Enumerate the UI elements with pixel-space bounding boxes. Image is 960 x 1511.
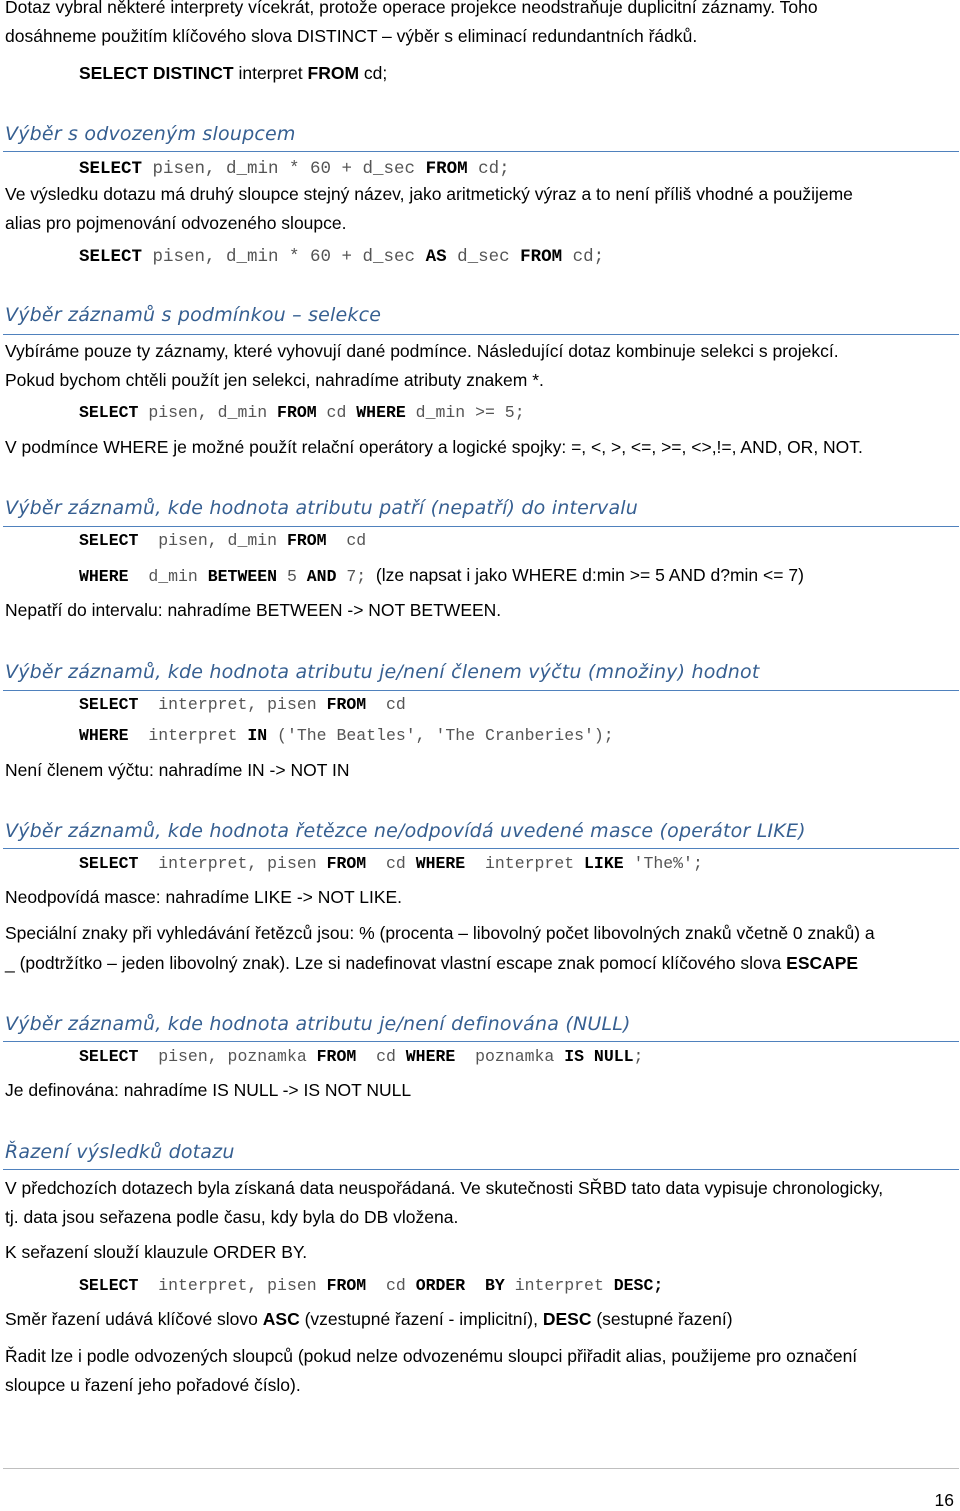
- alias-query: SELECT pisen, d_min * 60 + d_sec AS d_sec FROM cd;: [79, 247, 605, 267]
- selection-query: SELECT pisen, d_min FROM cd WHERE d_min >= 5;: [79, 403, 525, 422]
- paragraph: Speciální znaky při vyhledávání řetězců jsou: % (procenta – libovolný počet libovolných znaků včetně 0 znaků) a: [5, 923, 875, 943]
- order-query: SELECT interpret, pisen FROM cd ORDER BY interpret DESC;: [79, 1276, 664, 1295]
- heading-derived-column: Výběr s odvozeným sloupcem: [5, 123, 296, 145]
- heading-in-list: Výběr záznamů, kde hodnota atributu je/není členem výčtu (množiny) hodnot: [5, 661, 760, 683]
- paragraph: Řadit lze i podle odvozených sloupců (pokud nelze odvozenému sloupci přiřadit alias, použijeme pro označení: [5, 1346, 858, 1366]
- heading-rule: [3, 1169, 959, 1170]
- heading-interval: Výběr záznamů, kde hodnota atributu patří (nepatří) do intervalu: [5, 497, 639, 519]
- heading-null: Výběr záznamů, kde hodnota atributu je/není definována (NULL): [5, 1013, 631, 1035]
- intro-line-2: dosáhneme použitím klíčového slova DISTINCT – výběr s eliminací redundantních řádků.: [5, 26, 698, 46]
- paragraph: Směr řazení udává klíčové slovo ASC (vzestupné řazení - implicitní), DESC (sestupné řazení): [5, 1309, 733, 1329]
- paragraph: K seřazení slouží klauzule ORDER BY.: [5, 1242, 308, 1262]
- derived-column-query: SELECT pisen, d_min * 60 + d_sec FROM cd;: [79, 159, 510, 179]
- heading-rule: [3, 526, 959, 527]
- interval-query-line-2: WHERE d_min BETWEEN 5 AND 7; (lze napsat i jako WHERE d:min >= 5 AND d?min <= 7): [79, 565, 804, 586]
- page-number: 16: [934, 1490, 954, 1510]
- paragraph: Ve výsledku dotazu má druhý sloupce stejný název, jako aritmetický výraz a to není příliš vhodné a použijeme: [5, 184, 853, 204]
- distinct-query: SELECT DISTINCT interpret FROM cd;: [79, 63, 388, 83]
- null-query: SELECT pisen, poznamka FROM cd WHERE poznamka IS NULL;: [79, 1047, 644, 1066]
- interval-query-line-1: SELECT pisen, d_min FROM cd: [79, 531, 367, 550]
- paragraph: tj. data jsou seřazena podle času, kdy byla do DB vložena.: [5, 1207, 459, 1227]
- intro-line-1: Dotaz vybral některé interprety vícekrát, protože operace projekce neodstraňuje duplicitní záznamy. Toho: [5, 0, 818, 17]
- paragraph: V podmínce WHERE je možné použít relační operátory a logické spojky: =, <, >, <=, >=, <>,!=, AND, OR, NOT.: [5, 437, 863, 457]
- paragraph: Neodpovídá masce: nahradíme LIKE -> NOT LIKE.: [5, 887, 403, 907]
- paragraph: Je definována: nahradíme IS NULL -> IS NOT NULL: [5, 1080, 412, 1100]
- heading-rule: [3, 1041, 959, 1042]
- paragraph: alias pro pojmenování odvozeného sloupce.: [5, 213, 347, 233]
- heading-rule: [3, 848, 959, 849]
- paragraph: Pokud bychom chtěli použít jen selekci, nahradíme atributy znakem *.: [5, 370, 544, 390]
- like-query: SELECT interpret, pisen FROM cd WHERE interpret LIKE 'The%';: [79, 854, 703, 873]
- in-query-line-2: WHERE interpret IN ('The Beatles', 'The Cranberies');: [79, 726, 614, 745]
- heading-rule: [3, 334, 959, 335]
- heading-order: Řazení výsledků dotazu: [5, 1141, 235, 1163]
- footer-rule: [3, 1468, 959, 1469]
- in-query-line-1: SELECT interpret, pisen FROM cd: [79, 695, 406, 714]
- paragraph: Vybíráme pouze ty záznamy, které vyhovují dané podmínce. Následující dotaz kombinuje selekci s projekcí.: [5, 341, 839, 361]
- heading-rule: [3, 151, 959, 152]
- heading-rule: [3, 690, 959, 691]
- paragraph: Nepatří do intervalu: nahradíme BETWEEN -> NOT BETWEEN.: [5, 600, 502, 620]
- heading-like: Výběr záznamů, kde hodnota řetězce ne/odpovídá uvedené masce (operátor LIKE): [5, 820, 806, 842]
- paragraph: _ (podtržítko – jeden libovolný znak). Lze si nadefinovat vlastní escape znak pomocí klíčového slova ESCAPE: [5, 953, 859, 973]
- paragraph: Není členem výčtu: nahradíme IN -> NOT IN: [5, 760, 350, 780]
- heading-selection: Výběr záznamů s podmínkou – selekce: [5, 304, 382, 326]
- paragraph: sloupce u řazení jeho pořadové číslo).: [5, 1375, 301, 1395]
- paragraph: V předchozích dotazech byla získaná data neuspořádaná. Ve skutečnosti SŘBD tato data vypisuje chronologicky,: [5, 1178, 884, 1198]
